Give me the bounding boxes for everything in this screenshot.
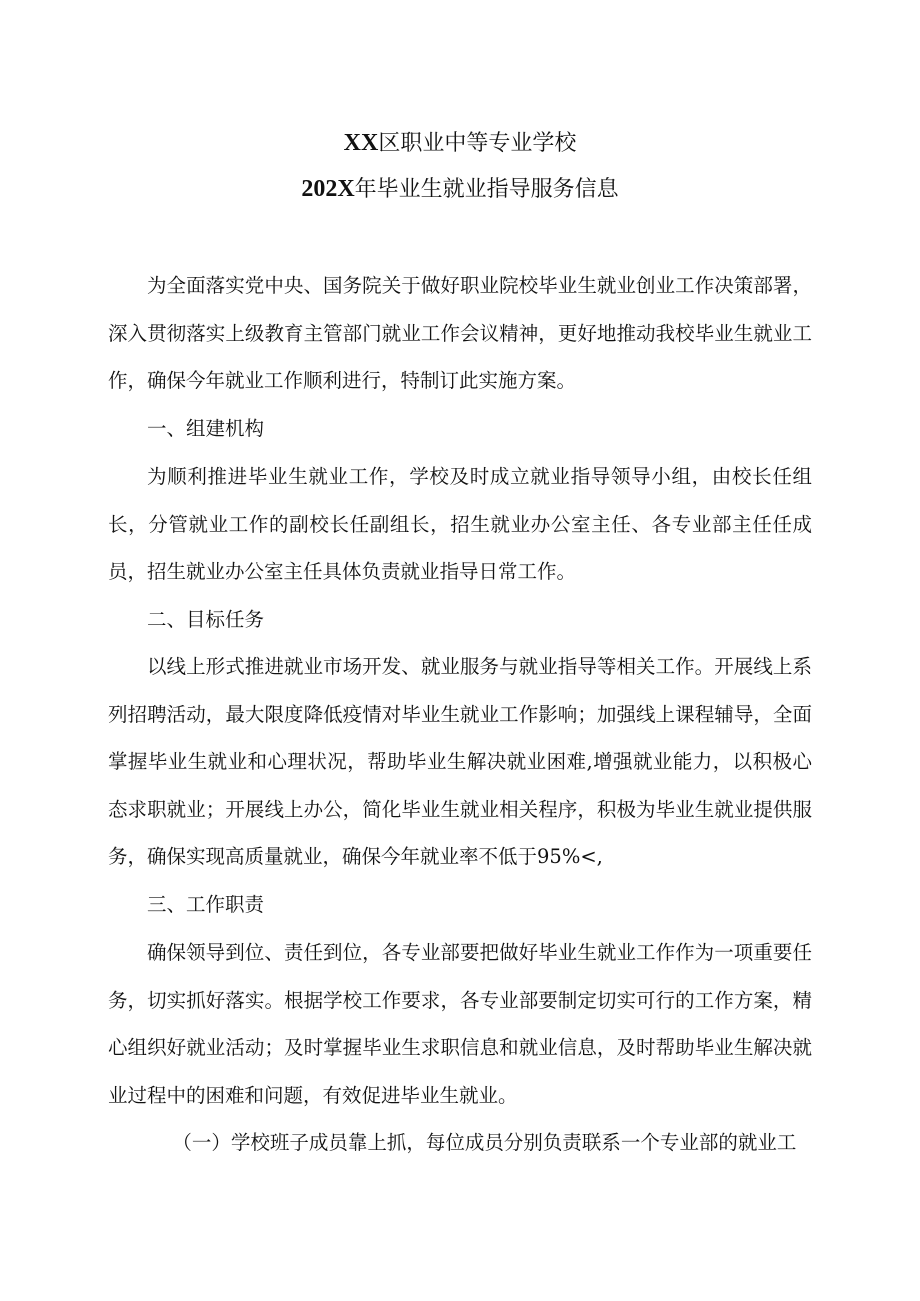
title-subject: 年毕业生就业指导服务信息 — [354, 177, 619, 202]
document-title-line-2 — [0, 174, 920, 205]
section-3-paragraph: 确保领导到位、责任到位，各专业部要把做好毕业生就业工作作为一项重要任务，切实抓好落实。根据学校工作要求，各专业部要制定切实可行的工作方案，精心组织好就业活动；及时掌握毕业生求职信息和就业信息，及时帮助毕业生解决就业过程中的困难和问题，有效促进毕业生就业。 — [108, 941, 812, 1107]
section-heading-2: 二、目标任务 — [147, 608, 265, 631]
section-heading-1: 一、组建机构 — [147, 417, 265, 440]
section-1-paragraph: 为顺利推进毕业生就业工作，学校及时成立就业指导领导小组，由校长任组长，分管就业工作的副校长任副组长，招生就业办公室主任、各专业部主任任成员，招生就业办公室主任具体负责就业指导日常工作。 — [108, 465, 812, 583]
section-2-paragraph: 以线上形式推进就业市场开发、就业服务与就业指导等相关工作。开展线上系列招聘活动，最大限度降低疫情对毕业生就业工作影响；加强线上课程辅导，全面掌握毕业生就业和心理状况，帮助毕业生解决就业困难,增强就业能力，以积极心态求职就业；开展线上办公，简化毕业生就业相关程序，积极为毕业生就业提供服务，确保实现高质量就业，确保今年就业率不低于95%<, — [108, 655, 812, 868]
section-heading-3: 三、工作职责 — [147, 893, 265, 916]
title-school-prefix: XX — [343, 130, 379, 156]
list-item-1: （一）学校班子成员靠上抓，每位成员分别负责联系一个专业部的就业工 — [172, 1131, 797, 1154]
title-year: 202X — [301, 176, 355, 202]
intro-paragraph: 为全面落实党中央、国务院关于做好职业院校毕业生就业创业工作决策部署，深入贯彻落实上级教育主管部门就业工作会议精神，更好地推动我校毕业生就业工作，确保今年就业工作顺利进行，特制订此实施方案。 — [108, 274, 812, 392]
title-school-name: 区职业中等专业学校 — [378, 131, 577, 156]
document-title-line-1 — [0, 128, 920, 159]
